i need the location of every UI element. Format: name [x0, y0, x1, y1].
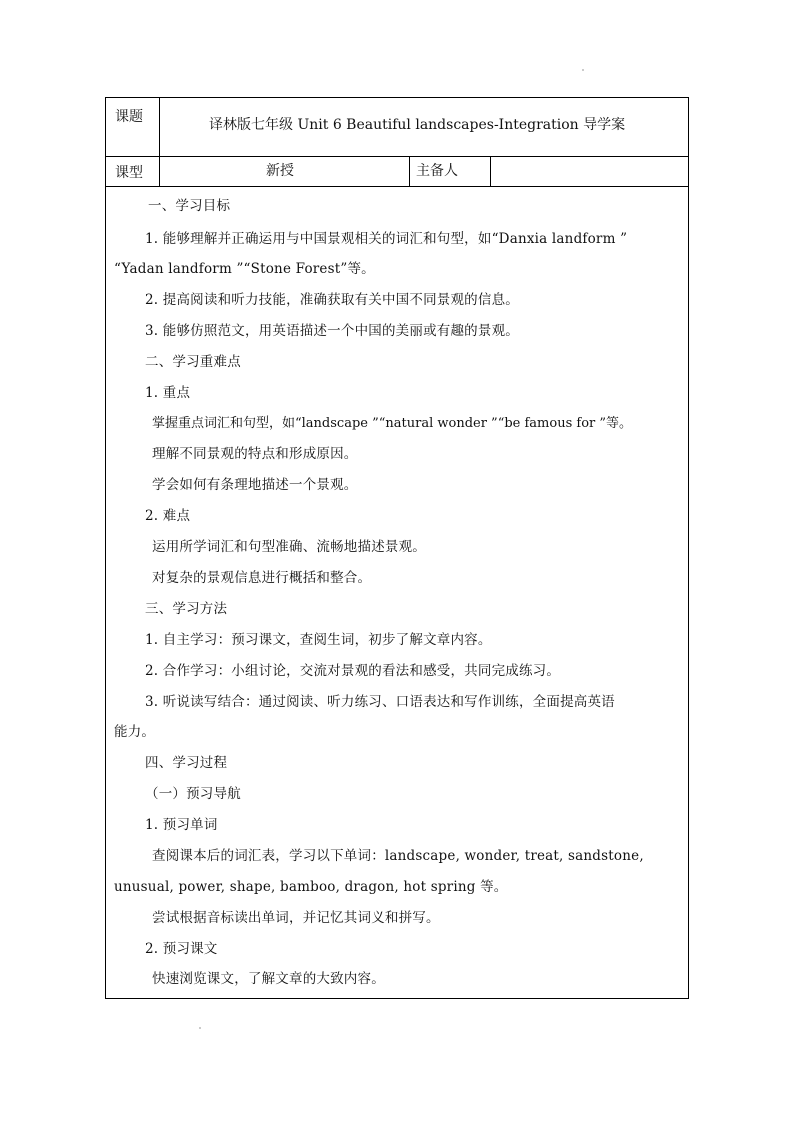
title-label: 课题 — [115, 109, 143, 125]
type-row — [106, 156, 688, 187]
text-line: 查阅课本后的词汇表，学习以下单词：landscape, wonder, treat, sandstone, — [152, 848, 644, 864]
title-value: 译林版七年级 Unit 6 Beautiful landscapes-Integration 导学案 — [209, 117, 626, 133]
preparer-label: 主备人 — [416, 163, 458, 179]
text-line: 尝试根据音标读出单词，并记忆其词义和拼写。 — [152, 910, 440, 926]
type-value: 新授 — [266, 163, 294, 179]
section-heading: 一、学习目标 — [148, 198, 231, 214]
column-divider — [159, 98, 160, 156]
text-line: 对复杂的景观信息进行概括和整合。 — [152, 570, 372, 586]
title-row — [106, 98, 688, 157]
column-divider — [159, 156, 160, 186]
scan-speck — [199, 1027, 201, 1029]
scan-speck — [582, 69, 584, 71]
text-line: 2. 合作学习：小组讨论，交流对景观的看法和感受，共同完成练习。 — [145, 663, 561, 679]
section-heading: 三、学习方法 — [145, 601, 228, 617]
type-label: 课型 — [115, 165, 143, 181]
lesson-plan-table — [105, 97, 689, 999]
text-line: 1. 能够理解并正确运用与中国景观相关的词汇和句型，如“Danxia landform ” — [145, 231, 628, 247]
subsection-heading: 1. 重点 — [145, 385, 191, 401]
text-line: 2. 提高阅读和听力技能，准确获取有关中国不同景观的信息。 — [145, 292, 519, 308]
section-heading: 四、学习过程 — [145, 755, 228, 771]
column-divider — [490, 156, 491, 186]
text-line: 掌握重点词汇和句型，如“landscape ”“natural wonder ”“be famous for ”等。 — [152, 416, 633, 431]
subsection-heading: 1. 预习单词 — [145, 817, 218, 833]
text-line: “Yadan landform ”“Stone Forest”等。 — [114, 261, 375, 277]
subsection-heading: 2. 难点 — [145, 508, 191, 524]
text-line: 理解不同景观的特点和形成原因。 — [152, 446, 358, 462]
text-line: 能力。 — [114, 724, 156, 740]
text-line: 1. 自主学习：预习课文，查阅生词，初步了解文章内容。 — [145, 632, 492, 648]
column-divider — [409, 156, 410, 186]
text-line: 快速浏览课文，了解文章的大致内容。 — [152, 971, 385, 987]
subsection-heading: （一）预习导航 — [145, 786, 241, 802]
text-line: 学会如何有条理地描述一个景观。 — [152, 477, 358, 493]
text-line: 运用所学词汇和句型准确、流畅地描述景观。 — [152, 539, 426, 555]
text-line: unusual, power, shape, bamboo, dragon, hot spring 等。 — [114, 879, 508, 895]
text-line: 3. 能够仿照范文，用英语描述一个中国的美丽或有趣的景观。 — [145, 323, 519, 339]
text-line: 3. 听说读写结合：通过阅读、听力练习、口语表达和写作训练，全面提高英语 — [145, 694, 615, 710]
section-heading: 二、学习重难点 — [145, 354, 241, 370]
subsection-heading: 2. 预习课文 — [145, 941, 218, 957]
